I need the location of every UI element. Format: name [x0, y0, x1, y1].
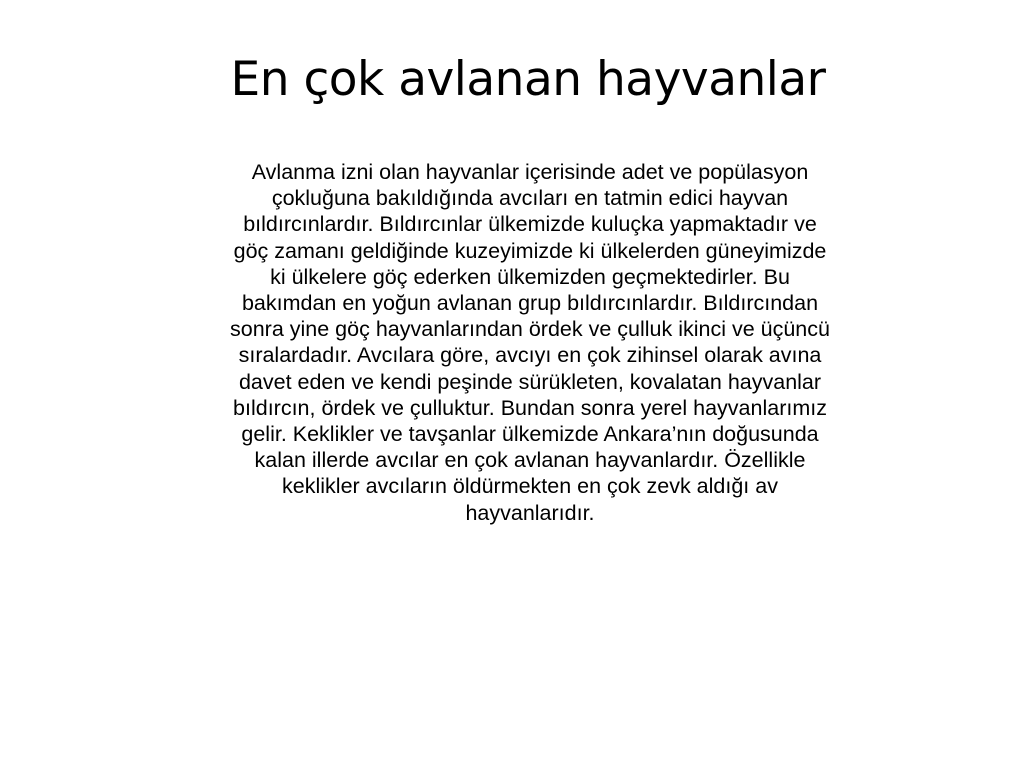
body-line: bıldırcın, ördek ve çulluktur. Bundan sonra yerel hayvanlarımız [233, 395, 827, 420]
slide-title: En çok avlanan hayvanlar [230, 52, 826, 107]
body-line: Avlanma izni olan hayvanlar içerisinde adet ve popülasyon [251, 160, 809, 184]
body-line: çokluğuna bakıldığında avcıları en tatmin edici hayvan [271, 186, 789, 211]
body-line: keklikler avcıların öldürmekten en çok zevk aldığı av [282, 474, 778, 499]
body-line: kalan illerde avcılar en çok avlanan hayvanlardır. Özellikle [254, 448, 806, 473]
body-line: davet eden ve kendi peşinde sürükleten, kovalatan hayvanlar [238, 369, 822, 394]
body-line: göç zamanı geldiğinde kuzeyimizde ki ülkelerden güneyimizde [233, 238, 827, 263]
body-line: ki ülkelere göç ederken ülkemizden geçmektedirler. Bu [270, 264, 790, 289]
body-line: sıralardadır. Avcılara göre, avcıyı en çok zihinsel olarak avına [238, 343, 822, 368]
body-line: gelir. Keklikler ve tavşanlar ülkemizde Ankara’nın doğusunda [241, 422, 819, 447]
body-line: hayvanlarıdır. [465, 500, 595, 525]
slide-body [140, 159, 920, 526]
body-line: sonra yine göç hayvanlarından ördek ve çulluk ikinci ve üçüncü [230, 317, 830, 342]
body-line: bakımdan en yoğun avlanan grup bıldırcınlardır. Bıldırcından [241, 291, 819, 316]
body-line: bıldırcınlardır. Bıldırcınlar ülkemizde kuluçka yapmaktadır ve [243, 212, 817, 237]
